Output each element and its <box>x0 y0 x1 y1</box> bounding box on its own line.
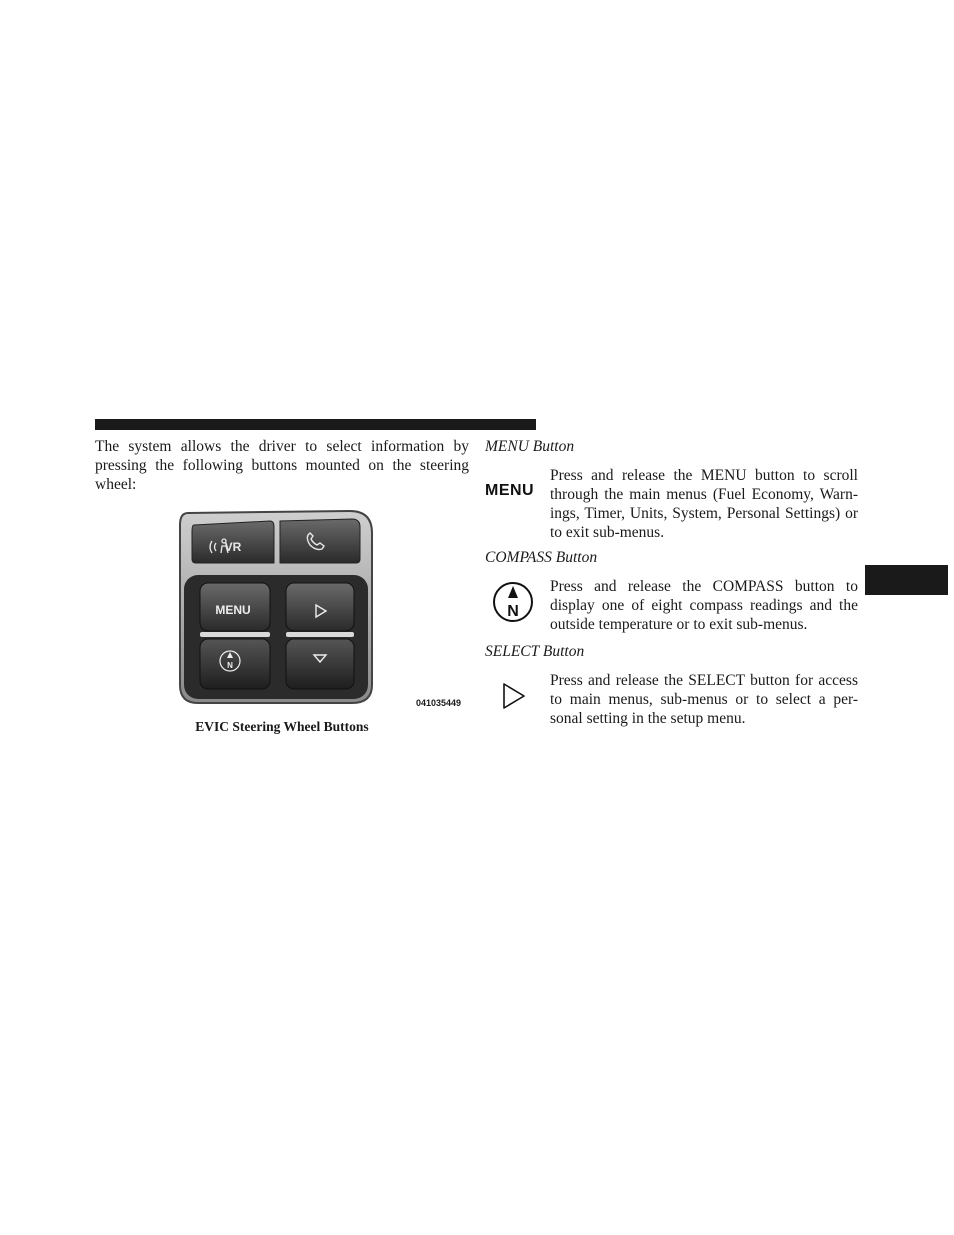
compass-button[interactable] <box>200 639 270 689</box>
vr-button[interactable] <box>192 521 274 563</box>
section-divider-bar <box>95 419 536 430</box>
menu-section-heading: MENU Button <box>485 438 575 455</box>
down-button[interactable] <box>286 639 354 689</box>
menu-icon: MENU <box>485 482 535 499</box>
select-section-heading: SELECT Button <box>485 643 585 660</box>
divider-strip <box>200 632 270 637</box>
select-section-text: Press and release the SELECT button for access to main menus, sub-menus or to select a per-sonal setting in the setup menu. <box>550 672 858 727</box>
menu-section-text: Press and release the MENU button to scroll through the main menus (Fuel Economy, Warn-ings, Timer, Units, System, Personal Settings) or to exit sub-menus. <box>550 467 858 541</box>
svg-text:N: N <box>507 603 519 620</box>
menu-button-label: MENU <box>215 603 251 617</box>
figure-id: 041035449 <box>416 698 462 708</box>
compass-icon <box>485 578 541 626</box>
svg-text:N: N <box>227 661 233 670</box>
select-arrow-icon <box>485 680 541 712</box>
chapter-tab <box>865 565 948 595</box>
vr-button-label: VR <box>224 540 242 554</box>
compass-section-text: Press and release the COMPASS button to display one of eight compass readings and the outside temperature or to exit sub-menus. <box>550 578 858 633</box>
figure-caption: EVIC Steering Wheel Buttons <box>195 719 369 734</box>
menu-button[interactable] <box>200 583 270 631</box>
phone-button[interactable] <box>280 519 360 563</box>
intro-paragraph: The system allows the driver to select information by pressing the following buttons mounted on the steering wheel: <box>95 438 469 493</box>
select-button[interactable] <box>286 583 354 631</box>
evic-button-illustration <box>140 505 470 710</box>
divider-strip <box>286 632 354 637</box>
compass-section-heading: COMPASS Button <box>485 549 598 566</box>
